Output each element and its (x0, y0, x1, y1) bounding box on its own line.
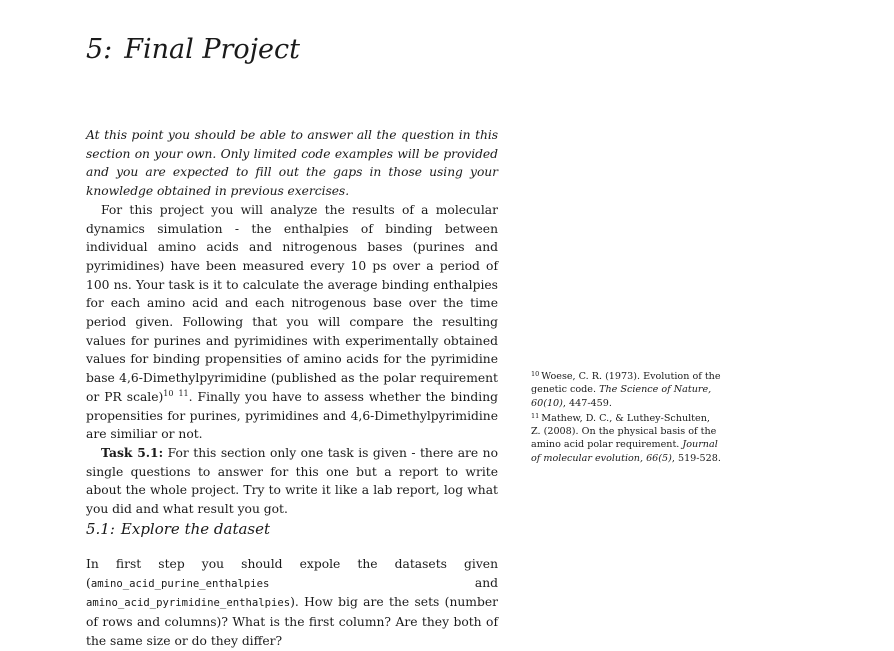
task-paragraph (86, 444, 498, 519)
margin-notes (531, 370, 721, 467)
main-text-column (86, 126, 498, 519)
sidenote-pages: , 519-528. (671, 452, 721, 464)
dataset-name-purine: amino_acid_purine_enthalpies (90, 577, 270, 590)
sidenote-authors: Mathew, D. C., & Luthey-Schulten, Z. (2008). On the physical basis of the amino acid polar requirement. (531, 412, 717, 451)
task-text: For this section only one task is given - there are no single questions to answer for this one but a report to write about the whole project. Try to write it like a lab report, log what you did and what result you got. (86, 445, 498, 517)
section-title (86, 520, 270, 538)
sidenote-10 (531, 370, 721, 410)
task-label: Task 5.1: (101, 444, 164, 460)
section-number: 5.1: (86, 520, 115, 538)
section-title-text: Explore the dataset (120, 520, 271, 538)
project-description-text-end: . Finally you have to assess whether the binding propensities for purines, pyrimidines and 4,6-Dimethylpyrimidine are similiar or not. (86, 389, 498, 442)
section-text-2: and (269, 575, 498, 590)
sidenote-pages: , 447-459. (562, 397, 612, 409)
sidenote-journal: Journal of molecular evolution, 66(5) (531, 439, 718, 464)
sidenote-mark: 10 (531, 370, 540, 378)
section-body (86, 555, 498, 651)
sidenote-journal: The Science of Nature, 60(10) (531, 384, 712, 409)
sidenote-11 (531, 412, 721, 465)
dataset-name-pyrimidine: amino_acid_pyrimidine_enthalpies (86, 597, 291, 610)
footnote-ref-11[interactable]: 11 (178, 388, 189, 398)
chapter-title (86, 34, 300, 65)
section-text-3: ). How big are the sets (number of rows and columns)? What is the first column? Are they both of the same size or do they differ? (86, 595, 498, 648)
intro-paragraph: At this point you should be able to answer all the question in this section on your own. Only limited code examples will be provided and you are expected to fill out the gaps in those using your knowledge obtained in previous exercises. (86, 128, 498, 199)
footnote-ref-10[interactable]: 10 (163, 388, 174, 398)
sidenote-authors: Woese, C. R. (1973). Evolution of the genetic code. (531, 371, 721, 396)
section-paragraph (86, 555, 498, 651)
chapter-number: 5: (86, 34, 113, 65)
section-text-1: In first step you should expole the datasets given ( (86, 557, 498, 590)
project-description-paragraph (86, 201, 498, 444)
sidenote-mark: 11 (531, 411, 540, 420)
chapter-title-text: Final Project (124, 34, 301, 65)
project-description-text: For this project you will analyze the results of a molecular dynamics simulation - the enthalpies of binding between individual amino acids and nitrogenous bases (purines and pyrimidines) have been measured every 10 ps over a period of 100 ns. Your task is it to calculate the average binding enthalpies for each amino acid and each nitrogenous base over the time period given. Following that you will compare the resulting values for purines and pyrimidines with experimentally obtained values for binding propensities of amino acids for the pyrimidine base 4,6-Dimethylpyrimidine (published as the polar requirement or PR scale) (86, 202, 498, 404)
